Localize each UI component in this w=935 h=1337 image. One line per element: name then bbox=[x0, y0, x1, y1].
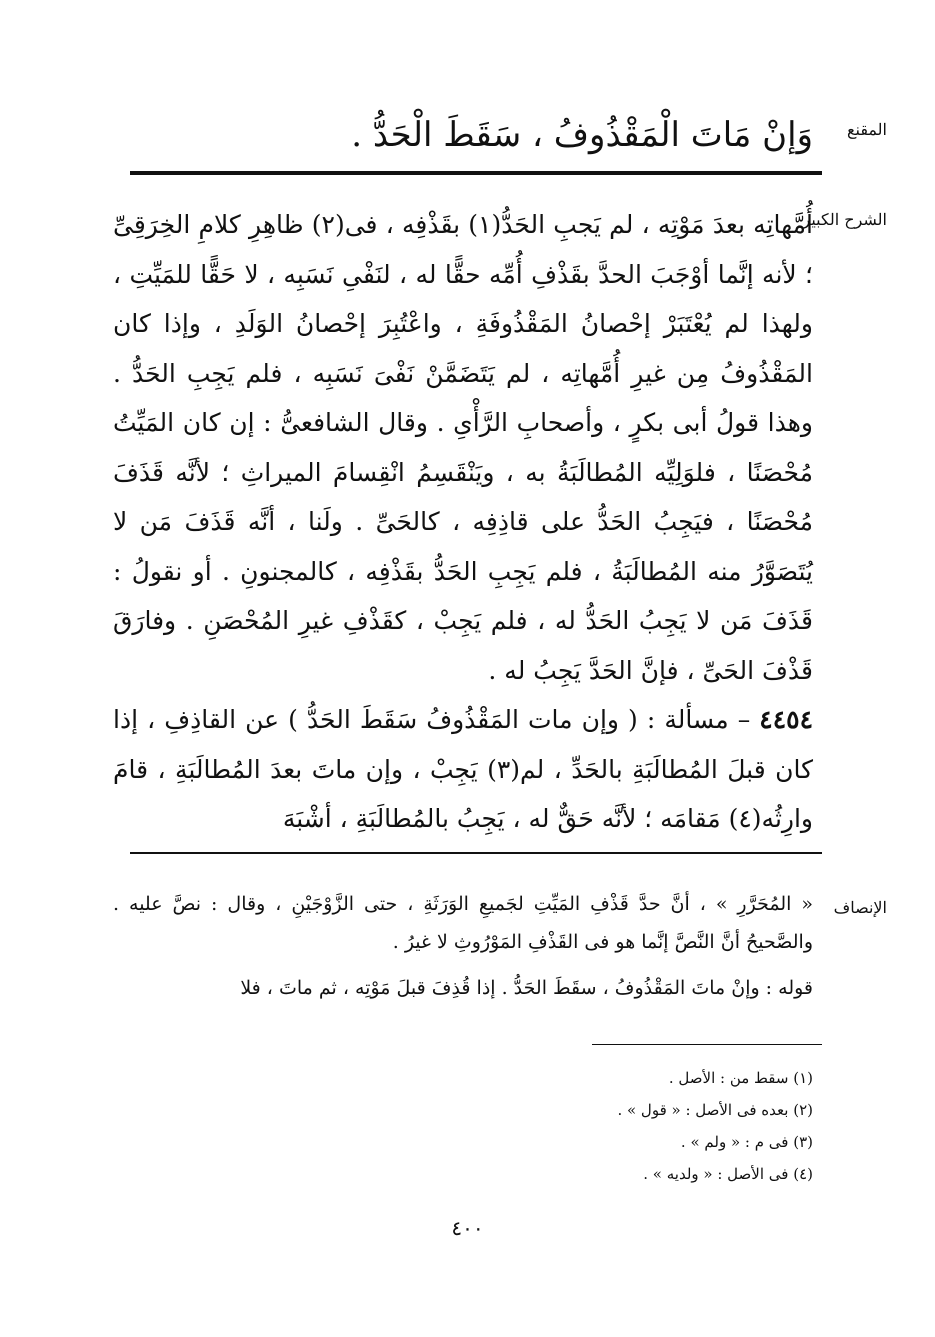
footnote: (٢) بعده فى الأصل : « قول » . bbox=[617, 1101, 813, 1119]
sharh-issue-paragraph bbox=[113, 695, 813, 844]
insaf-body bbox=[113, 885, 813, 1007]
title-divider bbox=[130, 171, 822, 175]
insaf-paragraph: « المُحَرَّرِ » ، أنَّ حدَّ قَذْفِ المَيِّتِ لجَميعِ الوَرَثَةِ ، حتى الزَّوْجَيْنِ ، وقال : نصَّ عليه . والصَّحيحُ أنَّ النَّصَّ إنَّما هو فى القَذْفِ المَوْرُوثِ لا غيرُ . bbox=[113, 893, 813, 953]
label-muqni: المقنع bbox=[846, 120, 887, 139]
footnote: (١) سقط من : الأصل . bbox=[668, 1069, 813, 1087]
footnote: (٤) فى الأصل : « ولديه » . bbox=[643, 1165, 813, 1183]
footnote: (٣) فى م : « ولم » . bbox=[680, 1133, 813, 1151]
label-sharh: الشرح الكبير bbox=[802, 210, 887, 229]
sharh-paragraph: أُمَّهاتِه بعدَ مَوْتِه ، لم يَجبِ الحَدُّ(١) بقَذْفِه ، فى(٢) ظاهِرِ كلامِ الخِرَقِىِّ ؛ لأنه إنَّما أوْجَبَ الحدَّ بقَذْفِ أُمِّه حقًّا له ، لنَفْىِ نَسَبِه ، لا حَقًّا للمَيِّتِ ، ولهذا لم يُعْتَبَرْ إحْصانُ المَقْذُوفَةِ ، واعْتُبِرَ إحْصانُ الوَلَدِ ، وإذا كان المَقْذُوفُ مِن غيرِ أُمَّهاتِه ، لم يَتَضَمَّنْ نَفْىَ نَسَبِه ، فلم يَجِبِ الحَدُّ . وهذا قولُ أبى بكرٍ ، وأصحابِ الرَّأْىِ . وقال الشافعىُّ : إن كان المَيِّتُ مُحْصَنًا ، فلوَلِيِّه المُطالَبَةُ به ، ويَنْقَسِمُ انْقِسامَ الميراثِ ؛ لأنَّه قَذَفَ مُحْصَنًا ، فيَجِبُ الحَدُّ على قاذِفِه ، كالحَىِّ . ولَنا ، أنَّه قَذَفَ مَن لا يُتَصَوَّرُ منه المُطالَبَةُ ، فلم يَجِبِ الحَدُّ بقَذْفِه ، كالمجنونِ . أو نقولُ : قَذَفَ مَن لا يَجِبُ الحَدُّ له ، فلم يَجِبْ ، كقَذْفِ غيرِ المُحْصَنِ . وفارَقَ قَذْفَ الحَىِّ ، فإنَّ الحَدَّ يَجِبُ له . bbox=[113, 210, 813, 685]
page-number: ٤٠٠ bbox=[451, 1216, 484, 1240]
section-divider bbox=[130, 852, 822, 854]
footnote-divider bbox=[592, 1044, 822, 1045]
footnotes bbox=[313, 1062, 813, 1190]
sharh-body bbox=[113, 200, 813, 844]
issue-number: ٤٤٥٤ bbox=[759, 705, 813, 734]
insaf-paragraph: قوله : وإنْ ماتَ المَقْذُوفُ ، سقَطَ الحَدُّ . إذا قُذِفَ قبلَ مَوْتِه ، ثم ماتَ ، فلا bbox=[240, 977, 813, 999]
page-title: وَإنْ مَاتَ الْمَقْذُوفُ ، سَقَطَ الْحَدُّ . bbox=[351, 115, 813, 155]
label-insaf: الإنصاف bbox=[833, 898, 887, 917]
issue-text: – مسألة : ( وإن مات المَقْذُوفُ سَقَطَ الحَدُّ ) عن القاذِفِ ، إذا كان قبلَ المُطالَبَةِ بالحَدِّ ، لم(٣) يَجِبْ ، وإن ماتَ بعدَ المُطالَبَةِ ، قامَ وارِثُه(٤) مَقامَه ؛ لأنَّه حَقٌّ له ، يَجِبُ بالمُطالَبَةِ ، أشْبَهَ bbox=[113, 705, 813, 833]
